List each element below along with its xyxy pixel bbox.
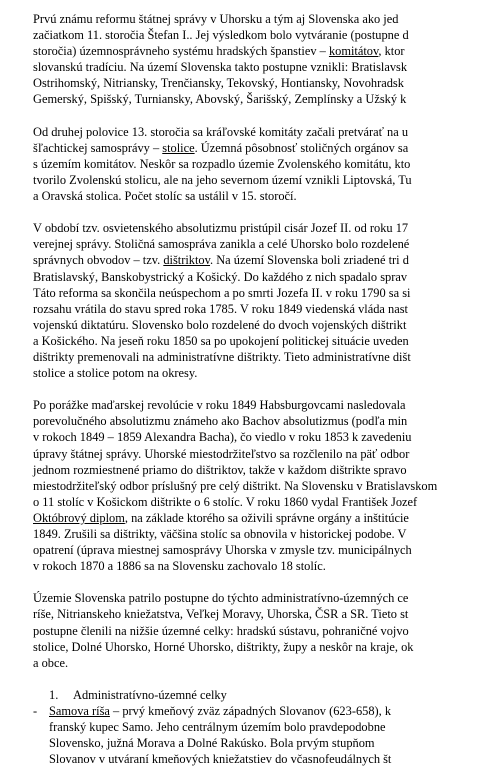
text-line <box>33 590 503 606</box>
text-run: Územie Slovenska patrilo postupne do týchto administratívno-územných ce <box>33 591 409 606</box>
text-run: šľachtickej samosprávy – <box>33 140 163 155</box>
text-line <box>33 526 503 542</box>
text-line <box>33 606 503 622</box>
text-line <box>33 301 503 317</box>
text-line <box>49 703 391 719</box>
text-line <box>33 413 503 429</box>
list-dash: - <box>33 704 38 719</box>
text-run: jednom rozmiestnené priamo do dištriktov, takže v každom dištrikte spravo <box>33 462 407 477</box>
text-line <box>33 494 503 510</box>
text-run: Prvú známu reformu štátnej správy v Uhorsku a tým aj Slovenska ako jed <box>33 12 399 26</box>
text-run: . Na území Slovenska boli zriadené tri d <box>210 253 409 268</box>
paragraph <box>33 124 503 204</box>
text-run: Ostrihomský, Nitriansky, Trenčiansky, Tekovský, Hontiansky, Novohradsk <box>33 76 404 91</box>
text-run: a Košického. Na jeseň roku 1850 sa po upokojení politickej situácie uveden <box>33 333 409 348</box>
text-line <box>33 623 503 639</box>
text-line <box>49 735 391 751</box>
text-line <box>33 27 503 43</box>
text-line <box>33 397 503 413</box>
text-line <box>33 91 503 107</box>
text-run: Slovensko, južná Morava a Dolné Rakúsko. Bola prvým stupňom <box>49 736 375 751</box>
text-line <box>49 751 391 767</box>
paragraph <box>33 220 503 381</box>
text-run: V období tzv. osvietenského absolutizmu pristúpil cisár Jozef II. od roku 17 <box>33 221 409 236</box>
text-run: Od druhej polovice 13. storočia sa kráľovské komitáty začali pretvárať na u <box>33 124 409 139</box>
text-run: slovanskú tradíciu. Na území Slovenska takto postupne vznikli: Bratislavsk <box>33 60 408 75</box>
text-line <box>33 462 503 478</box>
text-line <box>33 478 503 494</box>
text-run: Slovanov v utváraní kmeňových kniežatstiev do včasnofeudálnych št <box>49 752 392 767</box>
sub-list-body <box>49 703 391 767</box>
text-line <box>33 124 503 140</box>
sub-list-item <box>33 703 503 767</box>
text-line <box>33 11 503 27</box>
list-item <box>33 687 503 703</box>
text-run: storočia) územnosprávneho systému hradských španstiev – <box>33 44 329 59</box>
underlined-term: stolice <box>162 140 195 155</box>
text-run: začiatkom 11. storočia Štefan I.. Jej výsledkom bolo vytváranie (postupne d <box>33 28 409 43</box>
text-line <box>33 43 503 59</box>
text-line <box>33 655 503 671</box>
text-line <box>33 188 503 204</box>
text-run: verejnej správy. Stoličná samospráva zanikla a celé Uhorsko bolo rozdelené <box>33 237 410 252</box>
text-run: v rokoch 1870 a 1886 sa na Slovensku zachovalo 18 stolíc. <box>33 559 326 574</box>
text-run: a obce. <box>33 655 69 670</box>
paragraph <box>33 397 503 574</box>
text-run: o 11 stolíc v Košickom dištrikte o 6 stolíc. V roku 1860 vydal František Jozef <box>33 494 418 509</box>
underlined-term: komitátov <box>328 44 379 59</box>
text-line <box>33 317 503 333</box>
text-run: . Územná pôsobnosť stoličných orgánov sa <box>194 140 409 155</box>
numbered-list <box>33 687 503 767</box>
text-line <box>33 140 503 156</box>
text-line <box>33 252 503 268</box>
text-run: a Oravská stolica. Počet stolíc sa ustálil v 15. storočí. <box>33 189 297 204</box>
text-run: Táto reforma sa skončila neúspechom a po smrti Jozefa II. v roku 1790 sa si <box>33 285 411 300</box>
text-run: dištrikty premenovali na administratívne dištrikty. Tieto administratívne dišt <box>33 349 411 364</box>
underlined-term: dištriktov <box>163 253 211 268</box>
text-run: vojenskú diktatúru. Slovensko bolo rozdelené do dvoch vojenských dištrikt <box>33 317 407 332</box>
text-run: správnych obvodov – tzv. <box>33 253 164 268</box>
text-run: Bratislavský, Banskobystrický a Košický. Do každého z nich spadalo sprav <box>33 269 408 284</box>
text-run: stolice a stolice potom na okresy. <box>33 366 198 381</box>
text-line <box>33 558 503 574</box>
text-line <box>33 236 503 252</box>
text-line <box>33 220 503 236</box>
text-line <box>33 510 503 526</box>
text-line <box>33 285 503 301</box>
text-line <box>33 269 503 285</box>
text-run: Po porážke maďarskej revolúcie v roku 1849 Habsburgovcami nasledovala <box>33 398 406 413</box>
text-run: , na základe ktorého sa oživili správne orgány a inštitúcie <box>124 510 409 525</box>
text-line <box>33 349 503 365</box>
text-line <box>33 333 503 349</box>
text-run: franský kupec Samo. Jeho centrálnym územím bolo pravdepodobne <box>49 720 386 735</box>
text-run: Gemerský, Spišský, Turniansky, Abovský, Šarišský, Zemplínsky a Užský k <box>33 92 407 107</box>
list-item-label: Administratívno-územné celky <box>73 687 227 702</box>
text-line <box>33 365 503 381</box>
text-line <box>33 446 503 462</box>
underlined-term: Samova ríša <box>49 704 110 719</box>
text-line <box>49 719 391 735</box>
list-number: 1. <box>49 687 59 702</box>
text-run: porevolučného absolutizmu známeho ako Bachov absolutizmus (podľa min <box>33 414 408 429</box>
text-line <box>33 639 503 655</box>
text-line <box>33 59 503 75</box>
text-run: v rokoch 1849 – 1859 Alexandra Bacha), čo viedlo v roku 1853 k zavedeniu <box>33 430 412 445</box>
text-run: ríše, Nitrianskeho kniežatstva, Veľkej Moravy, Uhorska, ČSR a SR. Tieto st <box>33 607 409 622</box>
text-line <box>33 429 503 445</box>
document-body <box>33 11 503 767</box>
paragraph <box>33 590 503 670</box>
text-run: miestodržiteľský odbor príslušný pre celý dištrikt. Na Slovensku v Bratislavskom <box>33 478 438 493</box>
paragraph <box>33 11 503 108</box>
text-run: úpravy štátnej správy. Uhorské miestodržiteľstvo sa rozčlenilo na päť odbor <box>33 446 410 461</box>
text-run: , ktor <box>378 44 405 59</box>
text-line <box>33 156 503 172</box>
underlined-term: Októbrový diplom <box>33 510 125 525</box>
text-run: stolice, Dolné Uhorsko, Horné Uhorsko, dištrikty, župy a neskôr na kraje, ok <box>33 639 414 654</box>
text-line <box>33 172 503 188</box>
text-run: opatrení (úprava miestnej samosprávy Uhorska v zmysle tzv. municipálnych <box>33 543 412 558</box>
text-run: 1849. Zrušili sa dištrikty, väčšina stolíc sa obnovila v historickej podobe. V <box>33 527 407 541</box>
text-run: – prvý kmeňový zväz západných Slovanov (623-658), k <box>109 704 392 719</box>
text-line <box>33 75 503 91</box>
text-run: s územím komitátov. Neskôr sa rozpadlo územie Zvolenského komitátu, kto <box>33 156 411 171</box>
text-run: tvorilo Zvolenskú stolicu, ale na jeho severnom území vznikli Liptovská, Tu <box>33 172 412 187</box>
text-run: postupne členili na nižšie územné celky: hradskú sústavu, pohraničné vojvo <box>33 623 409 638</box>
text-run: rozsahu vrátila do stavu spred roka 1785. V roku 1849 viedenská vláda nast <box>33 301 408 316</box>
text-line <box>33 542 503 558</box>
